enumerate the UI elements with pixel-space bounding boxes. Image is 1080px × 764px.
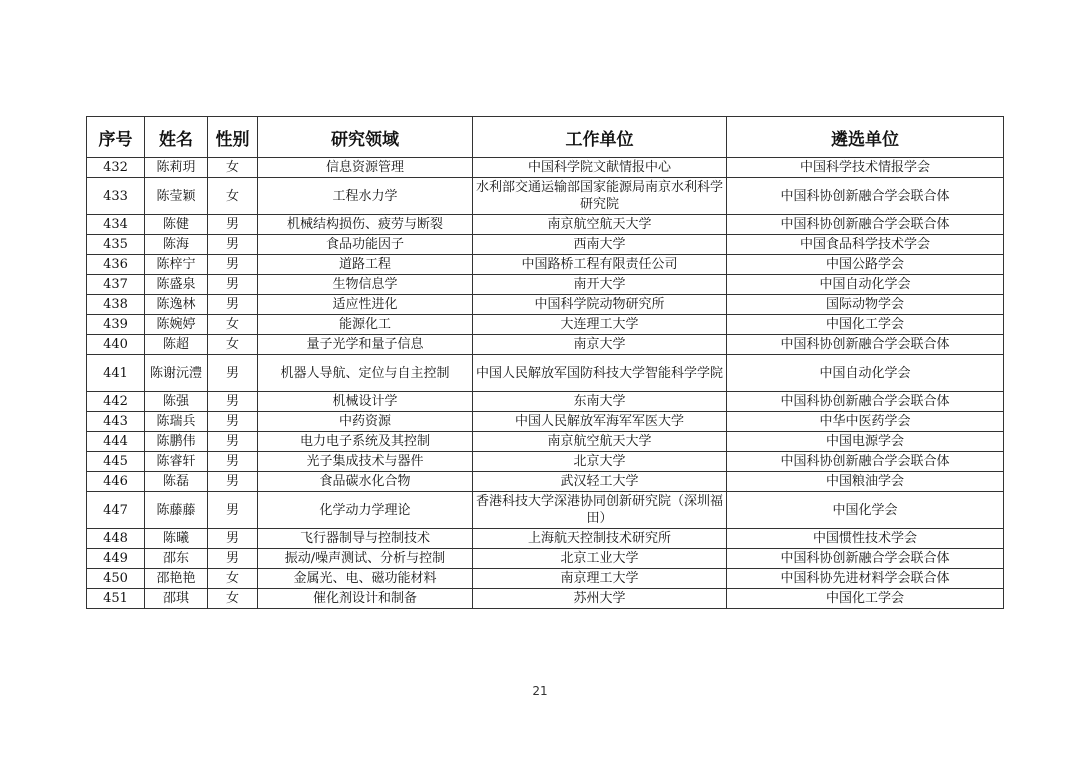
cell-research-field: 能源化工 xyxy=(258,315,473,335)
table-row xyxy=(87,569,1004,589)
cell-index: 445 xyxy=(87,452,145,472)
cell-index: 437 xyxy=(87,275,145,295)
cell-research-field: 量子光学和量子信息 xyxy=(258,335,473,355)
cell-work-unit: 南京航空航天大学 xyxy=(473,432,727,452)
cell-selection-unit: 中国化学会 xyxy=(727,492,1004,529)
cell-index: 435 xyxy=(87,235,145,255)
cell-name: 陈逸林 xyxy=(145,295,208,315)
cell-gender: 女 xyxy=(208,569,258,589)
cell-index: 441 xyxy=(87,355,145,392)
cell-name: 陈磊 xyxy=(145,472,208,492)
cell-selection-unit: 中国科协先进材料学会联合体 xyxy=(727,569,1004,589)
table-row xyxy=(87,255,1004,275)
cell-work-unit: 东南大学 xyxy=(473,392,727,412)
table-row xyxy=(87,452,1004,472)
header-selection-unit: 遴选单位 xyxy=(727,117,1004,158)
cell-work-unit: 北京工业大学 xyxy=(473,549,727,569)
cell-gender: 女 xyxy=(208,589,258,609)
cell-research-field: 催化剂设计和制备 xyxy=(258,589,473,609)
header-work-unit: 工作单位 xyxy=(473,117,727,158)
cell-gender: 女 xyxy=(208,335,258,355)
cell-selection-unit: 中国公路学会 xyxy=(727,255,1004,275)
cell-gender: 男 xyxy=(208,295,258,315)
cell-name: 陈海 xyxy=(145,235,208,255)
table-row xyxy=(87,355,1004,392)
cell-name: 陈鹏伟 xyxy=(145,432,208,452)
table-row xyxy=(87,549,1004,569)
cell-work-unit: 南京理工大学 xyxy=(473,569,727,589)
cell-work-unit: 中国科学院动物研究所 xyxy=(473,295,727,315)
cell-selection-unit: 中国科协创新融合学会联合体 xyxy=(727,178,1004,215)
cell-research-field: 电力电子系统及其控制 xyxy=(258,432,473,452)
cell-index: 446 xyxy=(87,472,145,492)
table-row xyxy=(87,178,1004,215)
cell-selection-unit: 中华中医药学会 xyxy=(727,412,1004,432)
cell-name: 陈强 xyxy=(145,392,208,412)
cell-research-field: 食品功能因子 xyxy=(258,235,473,255)
cell-work-unit: 中国路桥工程有限责任公司 xyxy=(473,255,727,275)
cell-index: 448 xyxy=(87,529,145,549)
cell-name: 邵琪 xyxy=(145,589,208,609)
cell-name: 陈曦 xyxy=(145,529,208,549)
cell-selection-unit: 中国科协创新融合学会联合体 xyxy=(727,392,1004,412)
cell-index: 434 xyxy=(87,215,145,235)
cell-index: 432 xyxy=(87,158,145,178)
table-row xyxy=(87,315,1004,335)
cell-gender: 男 xyxy=(208,452,258,472)
cell-research-field: 道路工程 xyxy=(258,255,473,275)
table-row xyxy=(87,275,1004,295)
cell-gender: 男 xyxy=(208,255,258,275)
cell-research-field: 化学动力学理论 xyxy=(258,492,473,529)
header-research-field: 研究领域 xyxy=(258,117,473,158)
cell-gender: 男 xyxy=(208,549,258,569)
cell-gender: 男 xyxy=(208,412,258,432)
cell-name: 陈谢沅澧 xyxy=(145,355,208,392)
cell-gender: 女 xyxy=(208,178,258,215)
cell-index: 436 xyxy=(87,255,145,275)
cell-index: 451 xyxy=(87,589,145,609)
table-row xyxy=(87,392,1004,412)
cell-index: 444 xyxy=(87,432,145,452)
cell-name: 陈超 xyxy=(145,335,208,355)
cell-gender: 男 xyxy=(208,472,258,492)
cell-gender: 男 xyxy=(208,432,258,452)
cell-research-field: 信息资源管理 xyxy=(258,158,473,178)
cell-name: 陈莉玥 xyxy=(145,158,208,178)
header-name: 姓名 xyxy=(145,117,208,158)
cell-research-field: 机械设计学 xyxy=(258,392,473,412)
header-index: 序号 xyxy=(87,117,145,158)
cell-research-field: 金属光、电、磁功能材料 xyxy=(258,569,473,589)
cell-selection-unit: 中国科协创新融合学会联合体 xyxy=(727,215,1004,235)
cell-research-field: 生物信息学 xyxy=(258,275,473,295)
cell-name: 陈健 xyxy=(145,215,208,235)
cell-selection-unit: 中国科学技术情报学会 xyxy=(727,158,1004,178)
cell-research-field: 食品碳水化合物 xyxy=(258,472,473,492)
cell-selection-unit: 中国科协创新融合学会联合体 xyxy=(727,452,1004,472)
cell-selection-unit: 中国化工学会 xyxy=(727,589,1004,609)
cell-work-unit: 中国科学院文献情报中心 xyxy=(473,158,727,178)
cell-name: 陈盛泉 xyxy=(145,275,208,295)
table-row xyxy=(87,158,1004,178)
cell-research-field: 适应性进化 xyxy=(258,295,473,315)
cell-name: 陈睿轩 xyxy=(145,452,208,472)
table-row xyxy=(87,335,1004,355)
cell-research-field: 机器人导航、定位与自主控制 xyxy=(258,355,473,392)
cell-work-unit: 北京大学 xyxy=(473,452,727,472)
cell-work-unit: 香港科技大学深港协同创新研究院（深圳福田） xyxy=(473,492,727,529)
cell-name: 邵东 xyxy=(145,549,208,569)
header-row xyxy=(87,117,1004,158)
table-row xyxy=(87,215,1004,235)
table-row xyxy=(87,412,1004,432)
cell-work-unit: 南京航空航天大学 xyxy=(473,215,727,235)
cell-index: 440 xyxy=(87,335,145,355)
cell-research-field: 工程水力学 xyxy=(258,178,473,215)
cell-research-field: 中药资源 xyxy=(258,412,473,432)
cell-name: 陈莹颖 xyxy=(145,178,208,215)
cell-index: 433 xyxy=(87,178,145,215)
cell-name: 陈藤藤 xyxy=(145,492,208,529)
cell-research-field: 光子集成技术与器件 xyxy=(258,452,473,472)
cell-gender: 男 xyxy=(208,355,258,392)
cell-gender: 男 xyxy=(208,392,258,412)
table-row xyxy=(87,432,1004,452)
cell-selection-unit: 中国电源学会 xyxy=(727,432,1004,452)
table-row xyxy=(87,295,1004,315)
cell-research-field: 振动/噪声测试、分析与控制 xyxy=(258,549,473,569)
cell-name: 陈婉婷 xyxy=(145,315,208,335)
cell-gender: 女 xyxy=(208,315,258,335)
cell-gender: 男 xyxy=(208,235,258,255)
cell-index: 442 xyxy=(87,392,145,412)
cell-work-unit: 南京大学 xyxy=(473,335,727,355)
cell-selection-unit: 中国化工学会 xyxy=(727,315,1004,335)
table-row xyxy=(87,492,1004,529)
cell-work-unit: 水利部交通运输部国家能源局南京水利科学研究院 xyxy=(473,178,727,215)
cell-work-unit: 西南大学 xyxy=(473,235,727,255)
cell-work-unit: 大连理工大学 xyxy=(473,315,727,335)
cell-index: 439 xyxy=(87,315,145,335)
cell-selection-unit: 中国食品科学技术学会 xyxy=(727,235,1004,255)
cell-selection-unit: 中国自动化学会 xyxy=(727,275,1004,295)
cell-selection-unit: 中国粮油学会 xyxy=(727,472,1004,492)
cell-index: 443 xyxy=(87,412,145,432)
table-row xyxy=(87,529,1004,549)
cell-name: 邵艳艳 xyxy=(145,569,208,589)
cell-work-unit: 武汉轻工大学 xyxy=(473,472,727,492)
cell-gender: 男 xyxy=(208,275,258,295)
cell-selection-unit: 中国自动化学会 xyxy=(727,355,1004,392)
cell-work-unit: 上海航天控制技术研究所 xyxy=(473,529,727,549)
cell-selection-unit: 中国惯性技术学会 xyxy=(727,529,1004,549)
page-number: 21 xyxy=(532,684,548,698)
cell-gender: 男 xyxy=(208,492,258,529)
cell-work-unit: 中国人民解放军国防科技大学智能科学学院 xyxy=(473,355,727,392)
cell-index: 450 xyxy=(87,569,145,589)
cell-research-field: 机械结构损伤、疲劳与断裂 xyxy=(258,215,473,235)
cell-work-unit: 苏州大学 xyxy=(473,589,727,609)
cell-name: 陈瑞兵 xyxy=(145,412,208,432)
table-row xyxy=(87,589,1004,609)
header-gender: 性别 xyxy=(208,117,258,158)
cell-research-field: 飞行器制导与控制技术 xyxy=(258,529,473,549)
cell-selection-unit: 中国科协创新融合学会联合体 xyxy=(727,549,1004,569)
table-row xyxy=(87,235,1004,255)
member-table xyxy=(86,116,1004,609)
cell-selection-unit: 国际动物学会 xyxy=(727,295,1004,315)
table-row xyxy=(87,472,1004,492)
cell-work-unit: 中国人民解放军海军军医大学 xyxy=(473,412,727,432)
cell-index: 438 xyxy=(87,295,145,315)
cell-gender: 男 xyxy=(208,215,258,235)
cell-name: 陈梓宁 xyxy=(145,255,208,275)
cell-work-unit: 南开大学 xyxy=(473,275,727,295)
cell-index: 449 xyxy=(87,549,145,569)
cell-index: 447 xyxy=(87,492,145,529)
cell-gender: 男 xyxy=(208,529,258,549)
cell-selection-unit: 中国科协创新融合学会联合体 xyxy=(727,335,1004,355)
cell-gender: 女 xyxy=(208,158,258,178)
